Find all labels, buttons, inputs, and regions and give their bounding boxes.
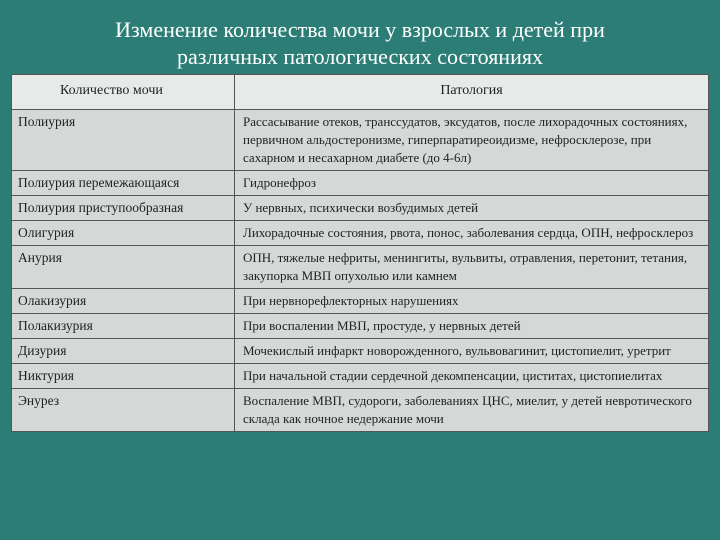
row-pathology: ОПН, тяжелые нефриты, менингиты, вульвиты, отравления, перетонит, тетания, закупорка МВП опухолью или камнем [235,246,709,289]
column-header-pathology: Патология [235,75,709,110]
row-condition-name: Олигурия [12,221,235,246]
row-pathology: Рассасывание отеков, транссудатов, эксудатов, после лихорадочных состояниях, первичном альдостеронизме, гиперпаратиреоидизме, нефросклерозе, при сахарном и несахарном диабете (до 4-6л) [235,110,709,171]
table-row [12,110,709,171]
row-pathology: Мочекислый инфаркт новорожденного, вульвовагинит, цистопиелит, уретрит [235,339,709,364]
row-condition-name: Полиурия [12,110,235,171]
table-header-row [12,75,709,110]
table-row [12,289,709,314]
column-header-urine-amount: Количество мочи [12,75,235,110]
row-pathology: При нервнорефлекторных нарушениях [235,289,709,314]
row-pathology: При воспалении МВП, простуде, у нервных детей [235,314,709,339]
table-row [12,171,709,196]
slide-title [40,16,680,70]
table-row [12,389,709,432]
slide-title-line-1: Изменение количества мочи у взрослых и детей при [115,17,605,42]
row-pathology: Воспаление МВП, судороги, заболеваниях ЦНС, миелит, у детей невротического склада как ночное недержание мочи [235,389,709,432]
urine-pathology-table [11,74,709,432]
table-row [12,246,709,289]
row-condition-name: Олакизурия [12,289,235,314]
row-condition-name: Дизурия [12,339,235,364]
row-pathology: Гидронефроз [235,171,709,196]
row-pathology: У нервных, психически возбудимых детей [235,196,709,221]
table-row [12,364,709,389]
row-condition-name: Полакизурия [12,314,235,339]
row-condition-name: Анурия [12,246,235,289]
table-row [12,221,709,246]
urine-pathology-table-container [11,74,708,432]
row-pathology: Лихорадочные состояния, рвота, понос, заболевания сердца, ОПН, нефросклероз [235,221,709,246]
row-pathology: При начальной стадии сердечной декомпенсации, циститах, цистопиелитах [235,364,709,389]
row-condition-name: Полиурия приступообразная [12,196,235,221]
row-condition-name: Полиурия перемежающаяся [12,171,235,196]
row-condition-name: Никтурия [12,364,235,389]
row-condition-name: Энурез [12,389,235,432]
table-row [12,196,709,221]
table-row [12,339,709,364]
table-row [12,314,709,339]
slide-title-line-2: различных патологических состояниях [177,44,543,69]
